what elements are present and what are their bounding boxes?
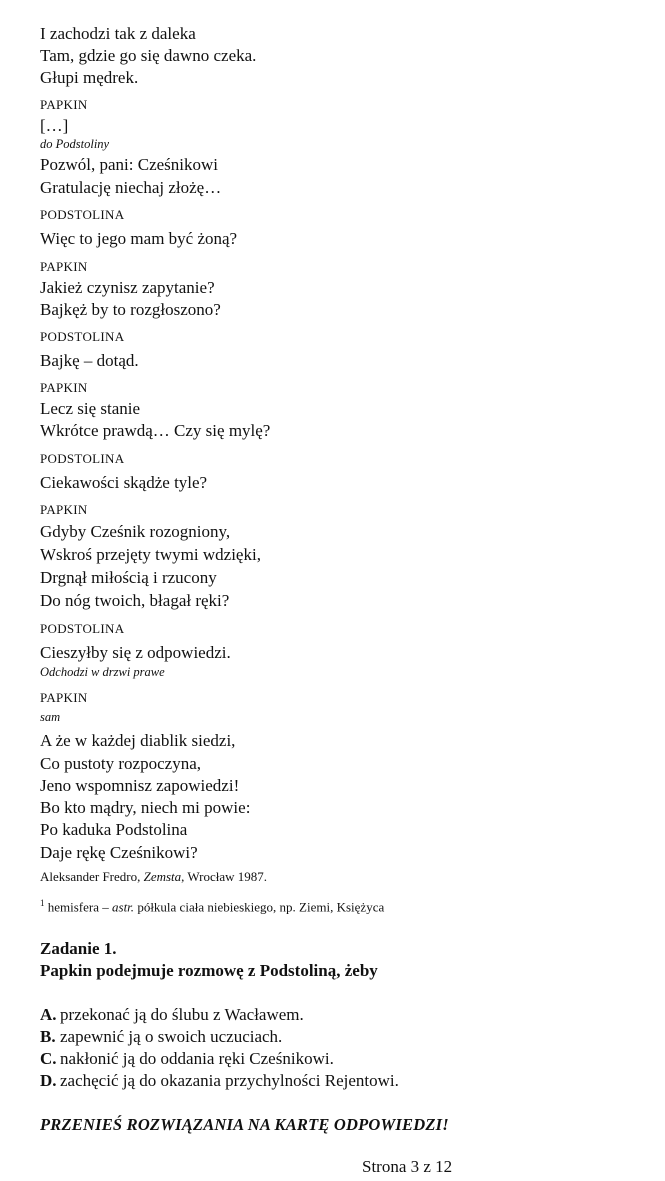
verse-line: Głupi mędrek. (40, 68, 139, 87)
answer-option-d (40, 1071, 399, 1091)
answer-text: zachęcić ją do okazania przychylności Rejentowi. (60, 1071, 399, 1090)
stage-direction: sam (40, 710, 61, 724)
speaker-name: PODSTOLINA (40, 207, 125, 222)
answer-option-c (40, 1049, 334, 1069)
task-question: Papkin podejmuje rozmowę z Podstoliną, żeby (40, 961, 378, 980)
speaker-name: PAPKIN (40, 502, 88, 517)
verse-line: Więc to jego mam być żoną? (40, 229, 238, 248)
footnote-mark: 1 (40, 898, 45, 908)
source-author: Aleksander Fredro, (40, 869, 144, 884)
verse-line: Pozwól, pani: Cześnikowi (40, 155, 219, 174)
speaker-name: PODSTOLINA (40, 329, 125, 344)
stage-direction: Odchodzi w drzwi prawe (40, 665, 165, 679)
verse-line: Tam, gdzie go się dawno czeka. (40, 46, 257, 65)
answer-letter: D. (40, 1071, 57, 1090)
footnote-definition: półkula ciała niebieskiego, np. Ziemi, Księżyca (134, 899, 385, 915)
speaker-name: PAPKIN (40, 259, 88, 274)
footnote-abbr: astr. (112, 899, 135, 915)
answer-text: przekonać ją do ślubu z Wacławem. (60, 1005, 304, 1024)
speaker-name: PAPKIN (40, 380, 88, 395)
verse-line: Ciekawości skądże tyle? (40, 473, 208, 492)
page-number: Strona 3 z 12 (362, 1157, 453, 1176)
verse-line: Daje rękę Cześnikowi? (40, 843, 198, 862)
answer-text: nakłonić ją do oddania ręki Cześnikowi. (60, 1049, 334, 1068)
verse-line: I zachodzi tak z daleka (40, 24, 196, 43)
stage-direction: do Podstoliny (40, 137, 110, 151)
answer-option-b (40, 1027, 282, 1047)
verse-line: Bajkę – dotąd. (40, 351, 139, 370)
verse-line: Gdyby Cześnik rozogniony, (40, 522, 231, 541)
source-title: Zemsta (143, 869, 182, 884)
speaker-name: PODSTOLINA (40, 621, 125, 636)
source-citation (40, 869, 267, 885)
speaker-name: PAPKIN (40, 690, 88, 705)
answer-letter: A. (40, 1005, 57, 1024)
verse-line: Bajkęż by to rozgłoszono? (40, 300, 221, 319)
verse-line: Drgnął miłością i rzucony (40, 568, 217, 587)
answer-letter: B. (40, 1027, 56, 1046)
verse-line: Wskroś przejęty twymi wdzięki, (40, 545, 261, 564)
verse-line: Bo kto mądry, niech mi powie: (40, 798, 251, 817)
verse-line: […] (40, 116, 69, 135)
speaker-name: PAPKIN (40, 97, 88, 112)
speaker-name: PODSTOLINA (40, 451, 125, 466)
verse-line: Wkrótce prawdą… Czy się mylę? (40, 421, 271, 440)
footnote-term: hemisfera – (44, 899, 113, 915)
verse-line: Cieszyłby się z odpowiedzi. (40, 643, 231, 662)
verse-line: Po kaduka Podstolina (40, 820, 188, 839)
verse-line: Gratulację niechaj złożę… (40, 178, 222, 197)
answer-option-a (40, 1005, 304, 1025)
verse-line: Jeno wspomnisz zapowiedzi! (40, 776, 240, 795)
verse-line: Do nóg twoich, błagał ręki? (40, 591, 230, 610)
verse-line: A że w każdej diablik siedzi, (40, 731, 236, 750)
task-number: Zadanie 1. (40, 939, 117, 958)
transfer-notice: PRZENIEŚ ROZWIĄZANIA NA KARTĘ ODPOWIEDZI! (40, 1115, 449, 1134)
source-rest: , Wrocław 1987. (181, 869, 268, 884)
verse-line: Lecz się stanie (40, 399, 141, 418)
footnote (40, 895, 384, 915)
verse-line: Jakież czynisz zapytanie? (40, 278, 215, 297)
verse-line: Co pustoty rozpoczyna, (40, 754, 201, 773)
answer-letter: C. (40, 1049, 57, 1068)
answer-text: zapewnić ją o swoich uczuciach. (60, 1027, 283, 1046)
